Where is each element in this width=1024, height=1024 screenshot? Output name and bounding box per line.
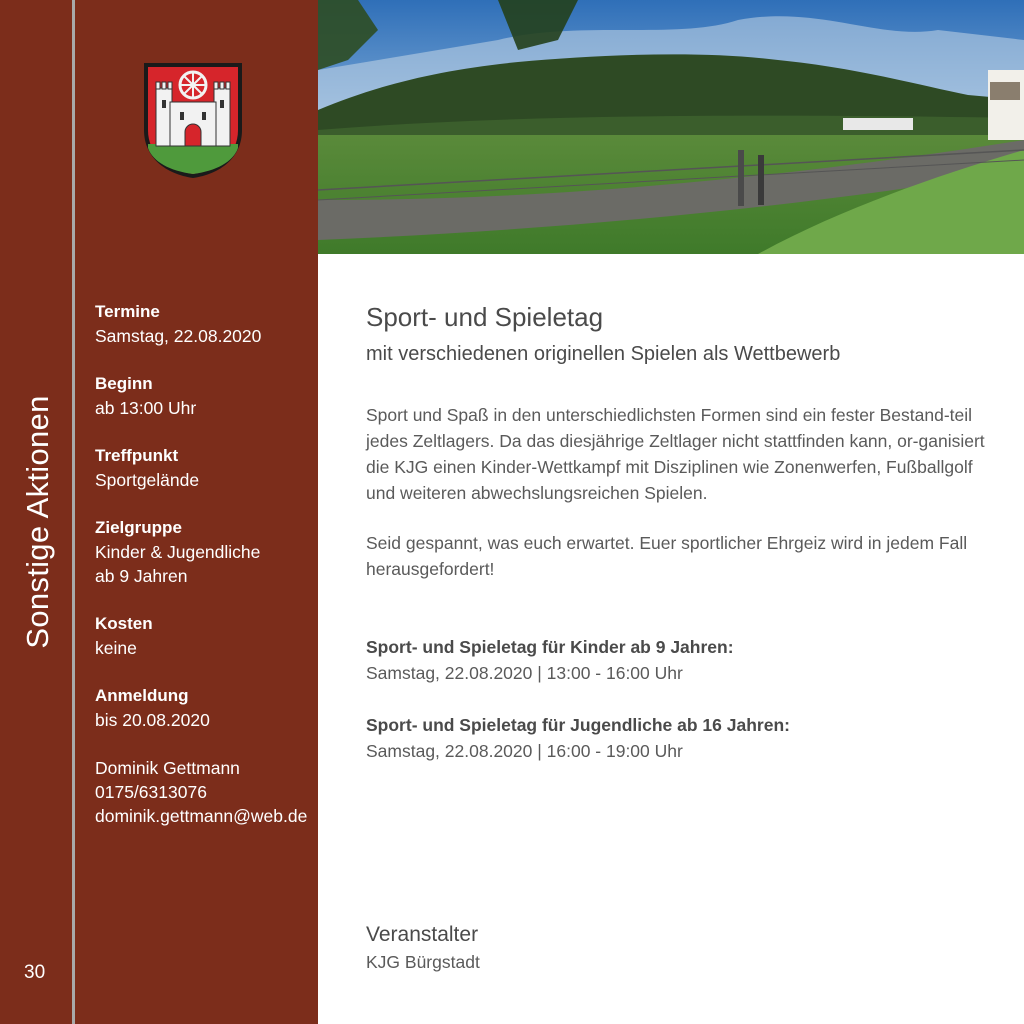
contact-info xyxy=(95,756,317,828)
main-content xyxy=(366,300,996,764)
section-title: Sonstige Aktionen xyxy=(20,395,55,649)
info-anmeldung xyxy=(95,684,317,732)
info-beginn xyxy=(95,372,317,420)
session-item xyxy=(366,712,996,764)
info-zielgruppe xyxy=(95,516,317,588)
event-title: Sport- und Spieletag xyxy=(366,302,604,332)
organizer xyxy=(366,921,480,975)
info-label: Zielgruppe xyxy=(95,518,182,537)
contact-email[interactable]: dominik.gettmann@web.de xyxy=(95,806,308,826)
contact-name: Dominik Gettmann xyxy=(95,758,240,778)
event-subtitle: mit verschiedenen originellen Spielen als Wettbewerb xyxy=(366,343,841,365)
session-title: Sport- und Spieletag für Kinder ab 9 Jahren: xyxy=(366,637,734,657)
info-label: Termine xyxy=(95,302,160,321)
contact-phone[interactable]: 0175/6313076 xyxy=(95,782,207,802)
session-time: Samstag, 22.08.2020 | 16:00 - 19:00 Uhr xyxy=(366,741,683,761)
info-value: Kinder & Jugendliche xyxy=(95,542,261,562)
info-termine xyxy=(95,300,317,348)
info-label: Anmeldung xyxy=(95,686,189,705)
session-item xyxy=(366,634,996,686)
info-value: keine xyxy=(95,638,137,658)
info-label: Beginn xyxy=(95,374,153,393)
organizer-name: KJG Bürgstadt xyxy=(366,952,480,972)
info-treffpunkt xyxy=(95,444,317,492)
info-value: Sportgelände xyxy=(95,470,200,490)
event-description: Seid gespannt, was euch erwartet. Euer sportlicher Ehrgeiz wird in jedem Fall herausgefordert! xyxy=(366,533,968,579)
sidebar xyxy=(0,0,318,1024)
page-number: 30 xyxy=(24,962,46,983)
info-value: bis 20.08.2020 xyxy=(95,710,210,730)
info-label: Treffpunkt xyxy=(95,446,179,465)
info-value: ab 13:00 Uhr xyxy=(95,398,197,418)
session-time: Samstag, 22.08.2020 | 13:00 - 16:00 Uhr xyxy=(366,663,683,683)
info-value: ab 9 Jahren xyxy=(95,566,188,586)
sidebar-divider xyxy=(72,0,75,1024)
organizer-label: Veranstalter xyxy=(366,923,479,946)
info-value: Samstag, 22.08.2020 xyxy=(95,326,262,346)
info-label: Kosten xyxy=(95,614,153,633)
coat-of-arms-icon xyxy=(140,60,246,180)
sports-field-photo xyxy=(318,0,1024,254)
info-kosten xyxy=(95,612,317,660)
event-description: Sport und Spaß in den unterschiedlichsten Formen sind ein fester Bestand-teil jedes Zeltlagers. Da das diesjährige Zeltlager nicht stattfinden kann, or-ganisiert die KJG einen Kinder-Wettkampf mit Disziplinen wie Zonenwerfen, Fußballgolf und weiteren abwechslungsreichen Spielen. xyxy=(366,405,985,503)
session-title: Sport- und Spieletag für Jugendliche ab 16 Jahren: xyxy=(366,715,790,735)
event-info xyxy=(95,300,317,828)
